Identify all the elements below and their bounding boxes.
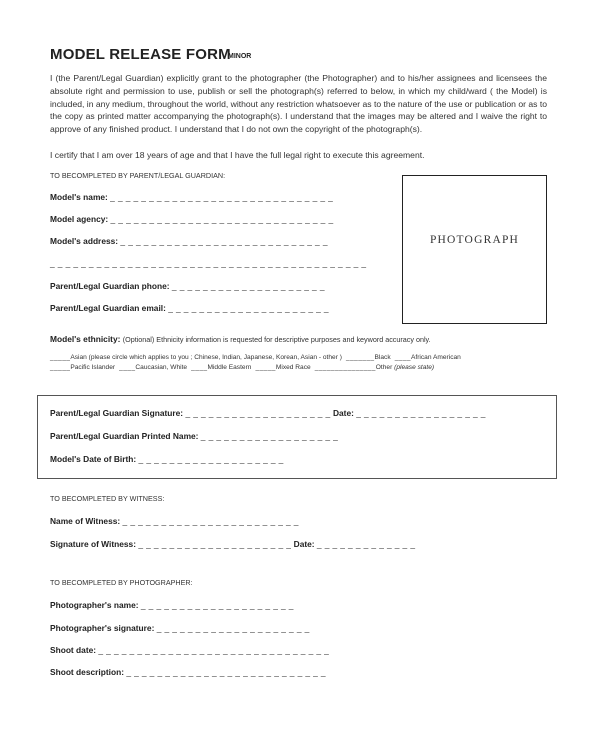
models-name-label: Model's name: (50, 192, 108, 202)
witness-signature-field[interactable] (50, 539, 415, 549)
models-dob-line[interactable]: _ _ _ _ _ _ _ _ _ _ _ _ _ _ _ _ _ _ _ (138, 454, 284, 464)
asian-option-blank[interactable]: _____ (50, 354, 71, 361)
photograph-box (402, 175, 547, 324)
shoot-date-label: Shoot date: (50, 645, 97, 655)
asian-option: Asian (please circle which applies to you ; Chinese, Indian, Japanese, Korean, Asian - other ) (70, 354, 342, 361)
model-agency-field[interactable] (50, 214, 334, 224)
guardian-signature-field[interactable] (50, 408, 486, 418)
middle-eastern-option-blank[interactable]: ____ (188, 364, 208, 371)
models-address-line[interactable]: _ _ _ _ _ _ _ _ _ _ _ _ _ _ _ _ _ _ _ _ _ _ _ _ _ _ _ (120, 236, 328, 246)
guardian-signature-date-line[interactable]: _ _ _ _ _ _ _ _ _ _ _ _ _ _ _ _ _ (356, 408, 486, 418)
model-agency-label: Model agency: (50, 214, 109, 224)
middle-eastern-option: Middle Eastern (207, 364, 252, 371)
ethnicity-field (50, 334, 431, 344)
witness-name-line[interactable]: _ _ _ _ _ _ _ _ _ _ _ _ _ _ _ _ _ _ _ _ _ _ _ (122, 516, 299, 526)
african-american-option-blank[interactable]: ____ (392, 354, 411, 361)
photographer-name-line[interactable]: _ _ _ _ _ _ _ _ _ _ _ _ _ _ _ _ _ _ _ _ (140, 600, 294, 610)
ethnicity-label: Model's ethnicity: (50, 334, 121, 344)
witness-name-label: Name of Witness: (50, 516, 121, 526)
guardian-printed-name-field[interactable] (50, 431, 338, 441)
other-option-blank[interactable]: _______________ (312, 364, 376, 371)
other-option: Other (375, 364, 393, 371)
caucasian-option: Caucasian, White (135, 364, 188, 371)
mixed-race-option: Mixed Race (275, 364, 311, 371)
guardian-email-field[interactable] (50, 303, 329, 313)
photographer-name-field[interactable] (50, 600, 294, 610)
models-name-field[interactable] (50, 192, 333, 202)
shoot-description-line[interactable]: _ _ _ _ _ _ _ _ _ _ _ _ _ _ _ _ _ _ _ _ _ _ _ _ _ _ (126, 667, 326, 677)
models-dob-label: Model's Date of Birth: (50, 454, 137, 464)
models-name-line[interactable]: _ _ _ _ _ _ _ _ _ _ _ _ _ _ _ _ _ _ _ _ _ _ _ _ _ _ _ _ _ (110, 192, 334, 202)
guardian-email-line[interactable]: _ _ _ _ _ _ _ _ _ _ _ _ _ _ _ _ _ _ _ _ _ (168, 303, 329, 313)
guardian-email-label: Parent/Legal Guardian email: (50, 303, 166, 313)
page-title-suffix: MINOR (228, 53, 252, 60)
shoot-date-line[interactable]: _ _ _ _ _ _ _ _ _ _ _ _ _ _ _ _ _ _ _ _ _ _ _ _ _ _ _ _ _ _ (98, 645, 330, 655)
guardian-phone-label: Parent/Legal Guardian phone: (50, 281, 170, 291)
pacific-islander-option-blank[interactable]: _____ (50, 364, 71, 371)
photograph-label: PHOTOGRAPH (429, 234, 520, 246)
black-option: Black (374, 354, 391, 361)
guardian-signature-line[interactable]: _ _ _ _ _ _ _ _ _ _ _ _ _ _ _ _ _ _ _ (185, 408, 331, 418)
photographer-signature-line[interactable]: _ _ _ _ _ _ _ _ _ _ _ _ _ _ _ _ _ _ _ _ (156, 623, 310, 633)
caucasian-option-blank[interactable]: ____ (116, 364, 136, 371)
witness-signature-line[interactable]: _ _ _ _ _ _ _ _ _ _ _ _ _ _ _ _ _ _ _ _ (138, 539, 292, 549)
photographer-name-label: Photographer's name: (50, 600, 139, 610)
certify-statement: I certify that I am over 18 years of age and that I have the full legal right to execute this agreement. (50, 150, 425, 160)
page-title: MODEL RELEASE FORM (50, 46, 231, 63)
guardian-signature-date-label: Date: (332, 408, 354, 418)
ethnicity-options-row-2 (50, 364, 434, 371)
photographer-signature-field[interactable] (50, 623, 310, 633)
pacific-islander-option: Pacific Islander (70, 364, 116, 371)
witness-name-field[interactable] (50, 516, 299, 526)
witness-date-line[interactable]: _ _ _ _ _ _ _ _ _ _ _ _ _ (316, 539, 416, 549)
guardian-phone-line[interactable]: _ _ _ _ _ _ _ _ _ _ _ _ _ _ _ _ _ _ _ _ (171, 281, 325, 291)
guardian-phone-field[interactable] (50, 281, 325, 291)
witness-section-heading: TO BECOMPLETED BY WITNESS: (50, 494, 165, 503)
mixed-race-option-blank[interactable]: _____ (253, 364, 276, 371)
photographer-signature-label: Photographer's signature: (50, 623, 155, 633)
shoot-date-field[interactable] (50, 645, 329, 655)
ethnicity-note: (Optional) Ethnicity information is requested for descriptive purposes and keyword accuracy only. (122, 335, 431, 344)
models-dob-field[interactable] (50, 454, 284, 464)
guardian-printed-name-label: Parent/Legal Guardian Printed Name: (50, 431, 199, 441)
ethnicity-options-row-1 (50, 354, 461, 361)
models-address-field[interactable] (50, 236, 328, 246)
models-address-line-2[interactable]: _ _ _ _ _ _ _ _ _ _ _ _ _ _ _ _ _ _ _ _ _ _ _ _ _ _ _ _ _ _ _ _ _ _ _ _ _ _ _ _ _ (50, 258, 367, 268)
guardian-printed-name-line[interactable]: _ _ _ _ _ _ _ _ _ _ _ _ _ _ _ _ _ _ (200, 431, 339, 441)
models-address-label: Model's address: (50, 236, 119, 246)
witness-date-label: Date: (293, 539, 315, 549)
photographer-section-heading: TO BECOMPLETED BY PHOTOGRAPHER: (50, 578, 193, 587)
shoot-description-field[interactable] (50, 667, 326, 677)
witness-signature-label: Signature of Witness: (50, 539, 137, 549)
intro-paragraph: I (the Parent/Legal Guardian) explicitly grant to the photographer (the Photographer) and to his/her assignees and licensees the absolute right and permission to use, publish or sell the photograph(s) referred to below, in which my child/ward ( the Model) is included, in any medium, throughout the world, without any restriction whatsoever as to the nature of the use or publication or as to the copy as printed matter accompanying the photograph(s). I understand that the images may be altered and I waive the right to approve of any finished product. I understand that I do not own the copyright of the photograph(s). (50, 73, 547, 135)
guardian-section-heading: TO BECOMPLETED BY PARENT/LEGAL GUARDIAN: (50, 171, 226, 180)
shoot-description-label: Shoot description: (50, 667, 124, 677)
model-agency-line[interactable]: _ _ _ _ _ _ _ _ _ _ _ _ _ _ _ _ _ _ _ _ _ _ _ _ _ _ _ _ _ (110, 214, 334, 224)
other-option-note: (please state) (394, 364, 435, 371)
african-american-option: African American (410, 354, 461, 361)
black-option-blank[interactable]: _______ (343, 354, 375, 361)
guardian-signature-label: Parent/Legal Guardian Signature: (50, 408, 184, 418)
